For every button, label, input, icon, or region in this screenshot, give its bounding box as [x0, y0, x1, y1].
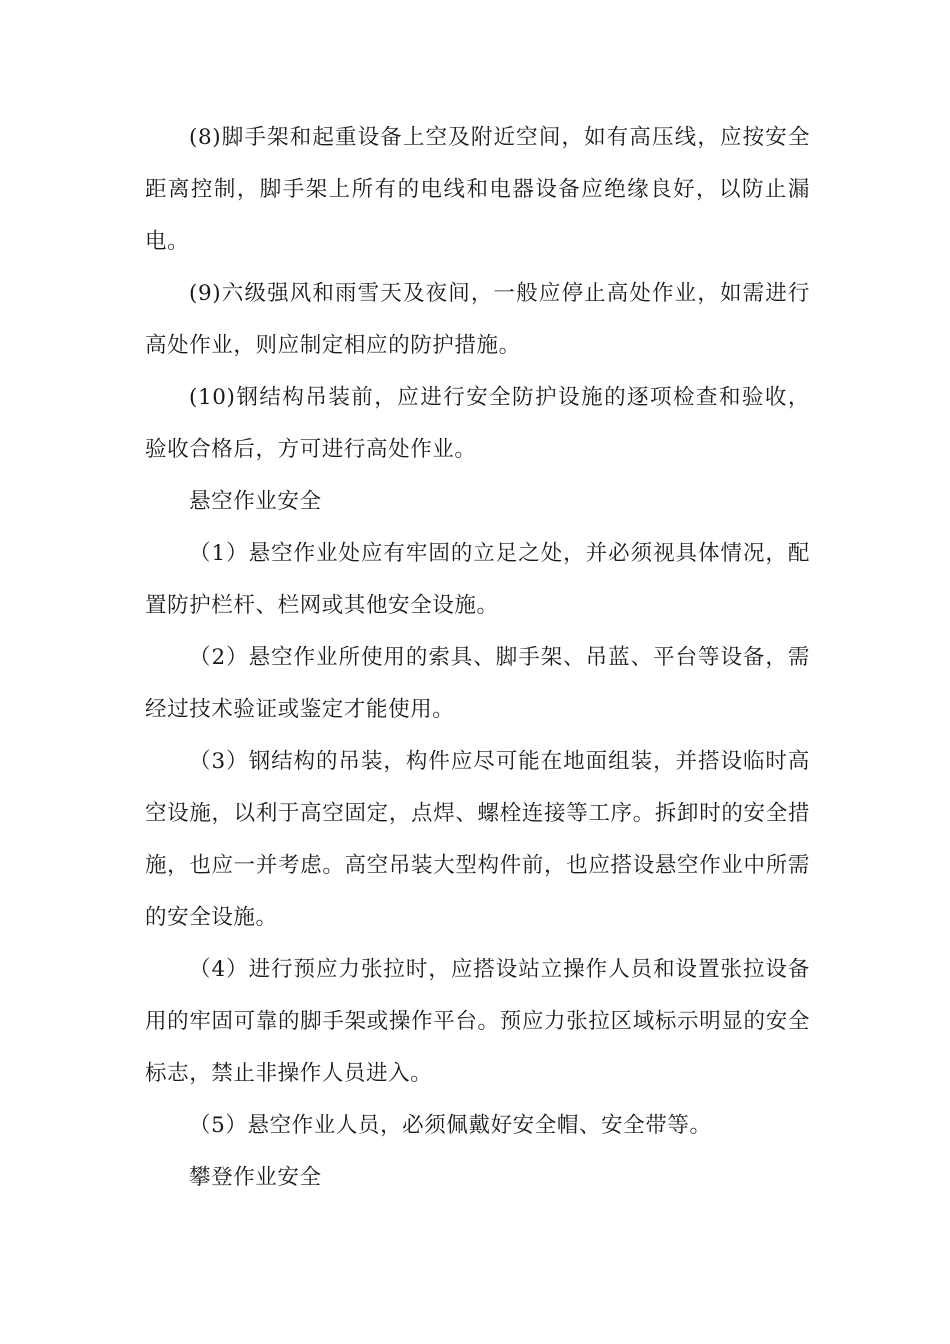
paragraph-suspended-3: （3）钢结构的吊装，构件应尽可能在地面组装，并搭设临时高空设施，以利于高空固定，点焊、螺栓连接等工序。拆卸时的安全措施，也应一并考虑。高空吊装大型构件前，也应搭设悬空作业中所需的安全设施。 [145, 749, 810, 930]
document-body [145, 112, 810, 1204]
paragraph-suspended-1: （1）悬空作业处应有牢固的立足之处，并必须视具体情况，配置防护栏杆、栏网或其他安全设施。 [145, 541, 810, 618]
paragraph-item-8: (8)脚手架和起重设备上空及附近空间，如有高压线，应按安全距离控制，脚手架上所有的电线和电器设备应绝缘良好，以防止漏电。 [145, 125, 810, 254]
paragraph-suspended-2: （2）悬空作业所使用的索具、脚手架、吊蓝、平台等设备，需经过技术验证或鉴定才能使用。 [145, 645, 810, 722]
paragraph-item-9: (9)六级强风和雨雪天及夜间，一般应停止高处作业，如需进行高处作业，则应制定相应的防护措施。 [145, 281, 810, 358]
paragraph-suspended-5: （5）悬空作业人员，必须佩戴好安全帽、安全带等。 [189, 1113, 712, 1138]
paragraph-suspended-4: （4）进行预应力张拉时，应搭设站立操作人员和设置张拉设备用的牢固可靠的脚手架或操作平台。预应力张拉区域标示明显的安全标志，禁止非操作人员进入。 [145, 957, 810, 1086]
section-heading-suspended-work: 悬空作业安全 [189, 489, 322, 514]
section-heading-climbing-work: 攀登作业安全 [189, 1165, 322, 1190]
paragraph-item-10: (10)钢结构吊装前，应进行安全防护设施的逐项检查和验收，验收合格后，方可进行高处作业。 [145, 385, 810, 462]
